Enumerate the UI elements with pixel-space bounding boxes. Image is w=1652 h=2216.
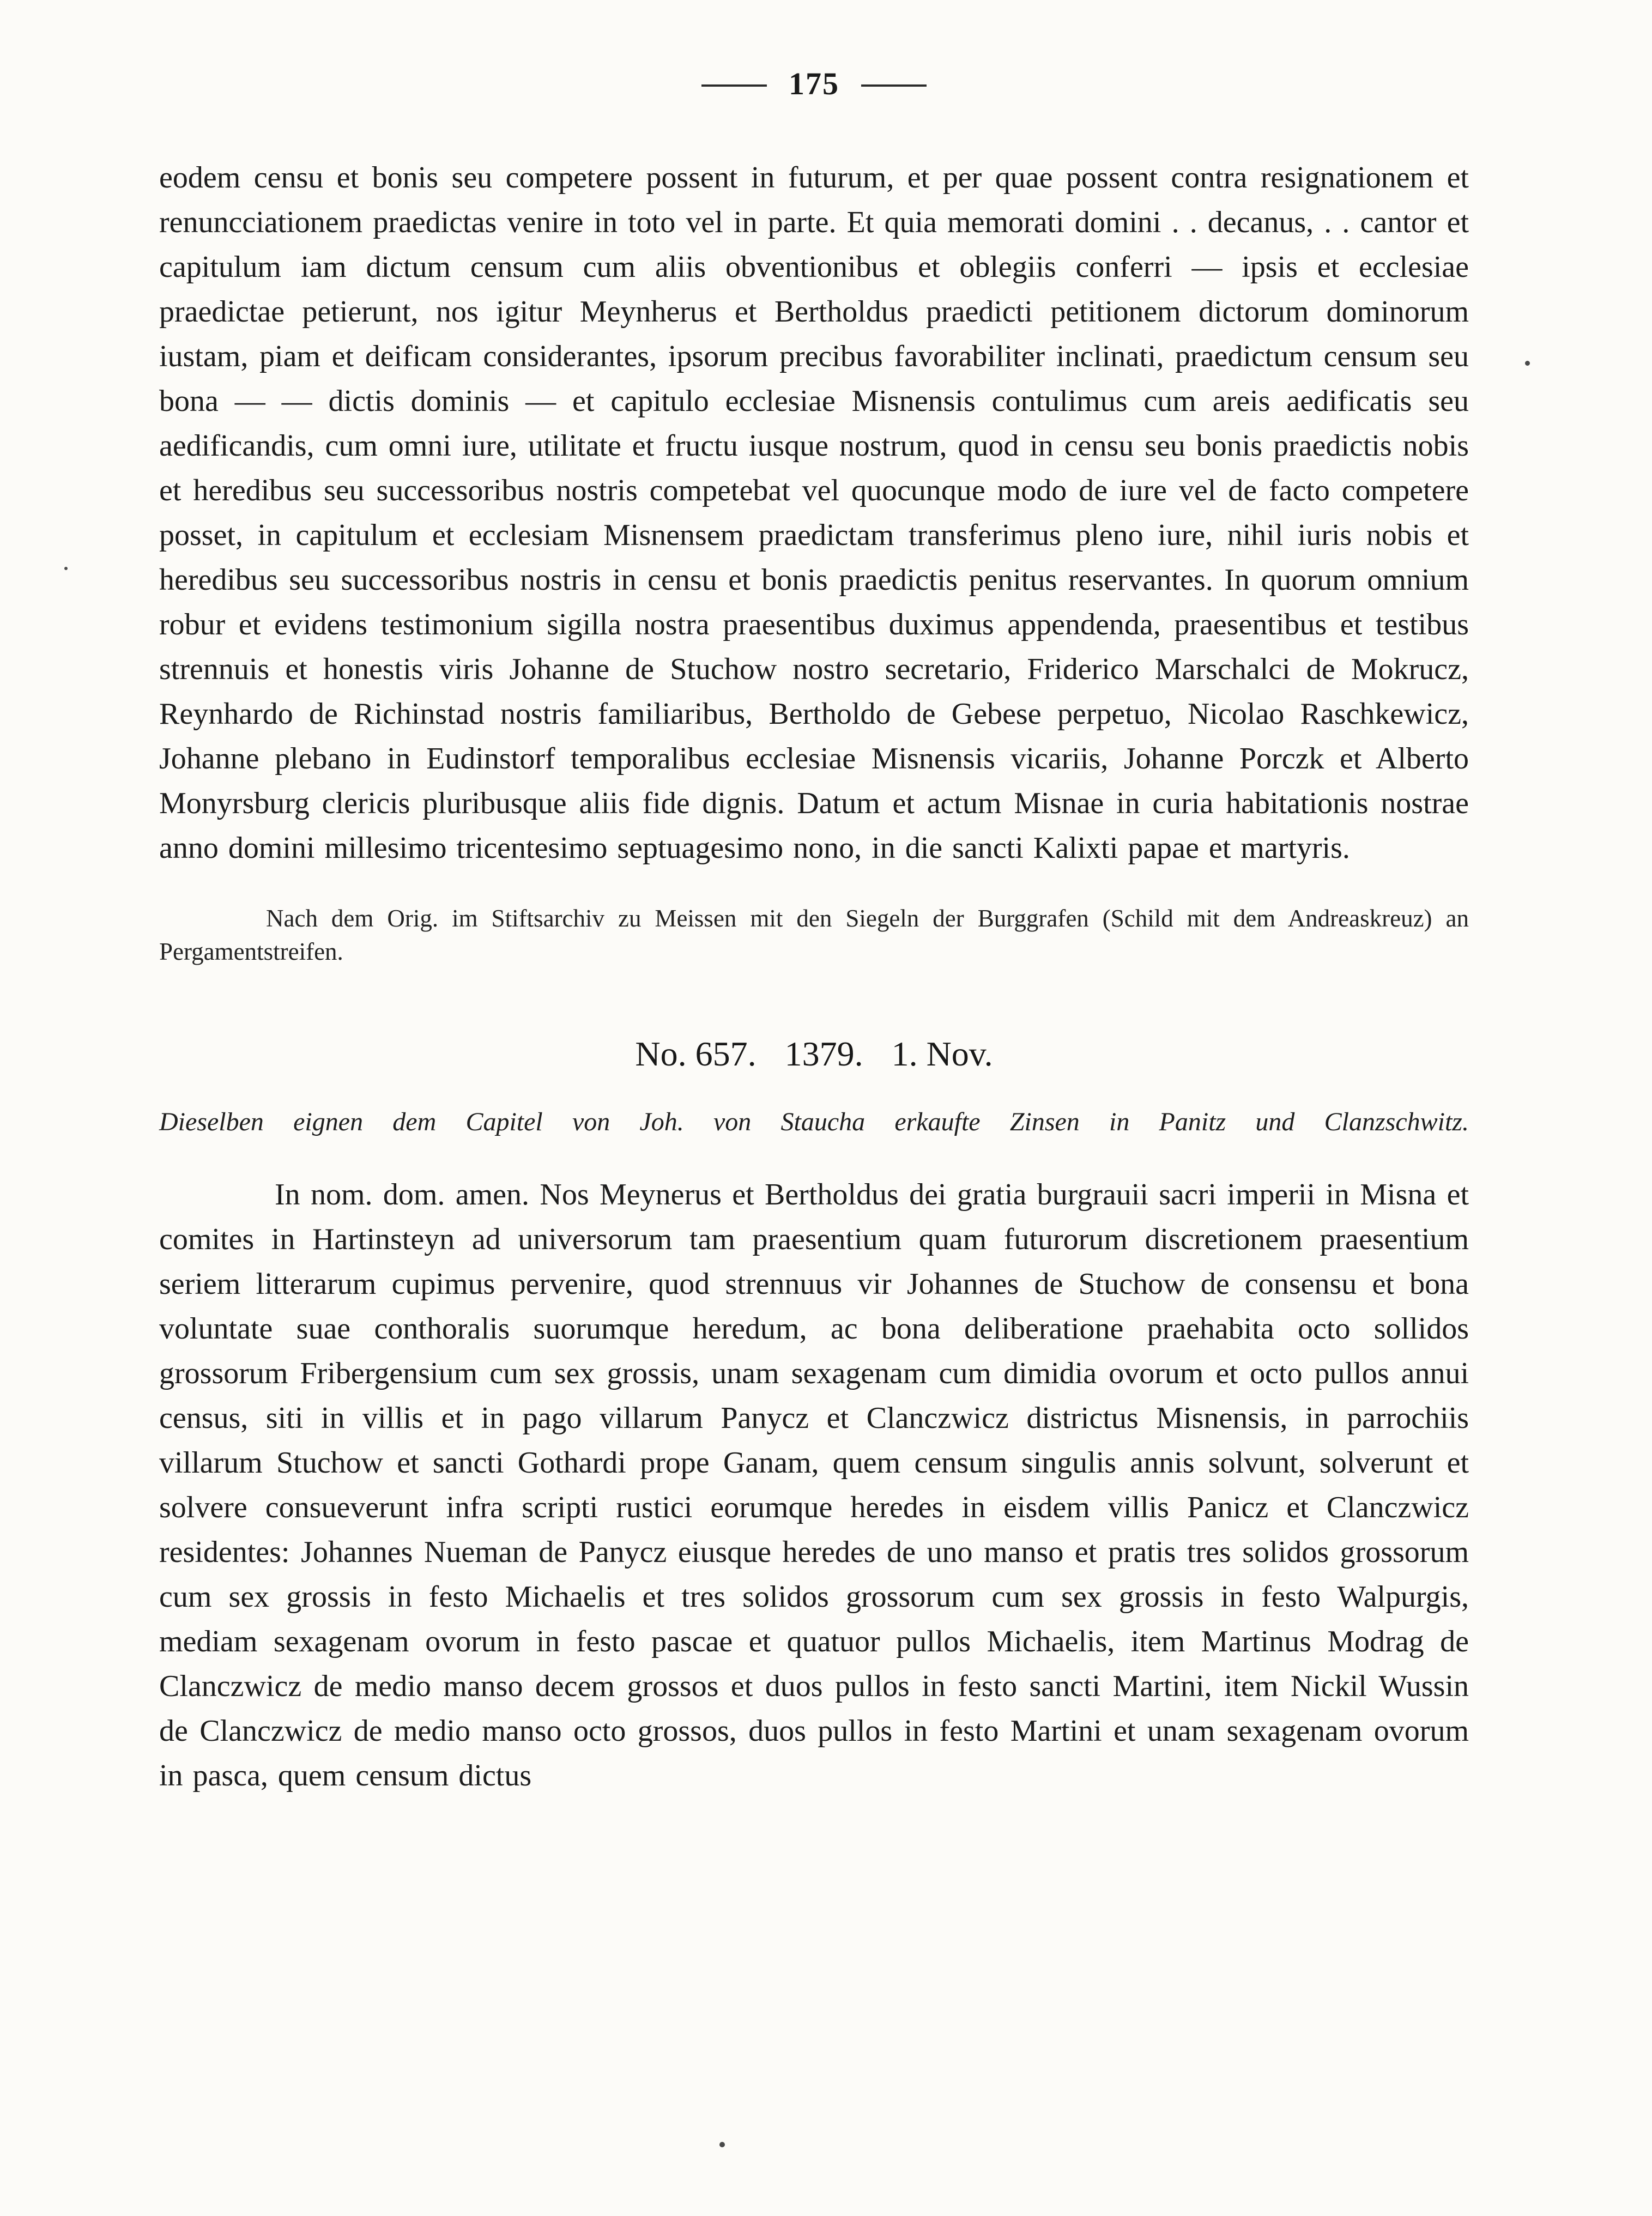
document-number: No. 657. [635, 1034, 757, 1073]
document-heading [159, 1034, 1469, 1074]
page-number: 175 [789, 66, 839, 101]
header-rule-left [701, 84, 767, 87]
document-657 [159, 1034, 1469, 1798]
archival-source-note: Nach dem Orig. im Stiftsarchiv zu Meissen mit den Siegeln der Burggrafen (Schild mit dem Andreaskreuz) an Pergamentstreifen. [159, 905, 1469, 965]
scan-speck [1525, 361, 1530, 366]
document-date: 1. Nov. [891, 1034, 993, 1073]
document-year: 1379. [784, 1034, 863, 1073]
scan-speck [719, 2142, 725, 2147]
scan-speck [64, 567, 68, 570]
charter-body-text: In nom. dom. amen. Nos Meynerus et Bertholdus dei gratia burgrauii sacri imperii in Misna et comites in Hartinsteyn ad universorum tam praesentium quam futurorum discretionem praesentium seriem litterarum cupimus pervenire, quod strennuus vir Johannes de Stuchow de consensu et bona voluntate suae conthoralis suorumque heredum, ac bona deliberatione praehabita octo sollidos grossorum Fribergensium cum sex grossis, unam sexagenam cum dimidia ovorum et octo pullos annui census, siti in villis et in pago villarum Panycz et Clanczwicz districtus Misnensis, in parrochiis villarum Stuchow et sancti Gothardi prope Ganam, quem censum singulis annis solvunt, solverunt et solvere consueverunt infra scripti rustici eorumque heredes in eisdem villis Panicz et Clanczwicz residentes: Johannes Nueman de Panycz eiusque heredes de uno manso et pratis tres solidos grossorum cum sex grossis in festo Michaelis et tres solidos grossorum cum sex grossis in festo Walpurgis, mediam sexagenam ovorum in festo pascae et quatuor pullos Michaelis, item Martinus Modrag de Clanczwicz de medio manso decem grossos et duos pullos in festo sancti Martini, item Nickil Wussin de Clanczwicz de medio manso octo grossos, duos pullos in festo Martini et unam sexagenam ovorum in pasca, quem censum dictus [159, 1178, 1469, 1793]
header-rule-right [861, 84, 927, 87]
page-header [159, 65, 1469, 102]
document-656-continuation [159, 155, 1469, 968]
charter-body-text: eodem censu et bonis seu competere possent in futurum, et per quae possent contra resignationem et renuncciationem praedictas venire in toto vel in parte. Et quia memorati domini . . decanus, . . cantor et capitulum iam dictum censum cum aliis obventionibus et oblegiis conferri — ipsis et ecclesiae praedictae petierunt, nos igitur Meynherus et Bertholdus praedicti petitionem dictorum dominorum iustam, piam et deificam considerantes, ipsorum precibus favorabiliter inclinati, praedictum censum seu bona — — dictis dominis — et capitulo ecclesiae Misnensis contulimus cum areis aedificatis seu aedificandis, cum omni iure, utilitate et fructu iusque nostrum, quod in censu seu bonis praedictis nobis et heredibus seu successoribus nostris competebat vel quocunque modo de iure vel de facto competere posset, in capitulum et ecclesiam Misnensem praedictam transferimus pleno iure, nihil iuris nobis et heredibus seu successoribus nostris in censu et bonis praedictis penitus reservantes. In quorum omnium robur et evidens testimonium sigilla nostra praesentibus duximus appendenda, praesentibus et testibus strennuis et honestis viris Johanne de Stuchow nostro secretario, Friderico Marschalci de Mokrucz, Reynhardo de Richinstad nostris familiaribus, Bertholdo de Gebese perpetuo, Nicolao Raschkewicz, Johanne plebano in Eudinstorf temporalibus ecclesiae Misnensis vicariis, Johanne Porczk et Alberto Monyrsburg clericis pluribusque aliis fide dignis. Datum et actum Misnae in curia habitationis nostrae anno domini millesimo tricentesimo septuagesimo nono, in die sancti Kalixti papae et martyris. [159, 161, 1469, 865]
document-summary: Dieselben eignen dem Capitel von Joh. von Staucha erkaufte Zinsen in Panitz und Clanzschwitz. [159, 1107, 1469, 1136]
